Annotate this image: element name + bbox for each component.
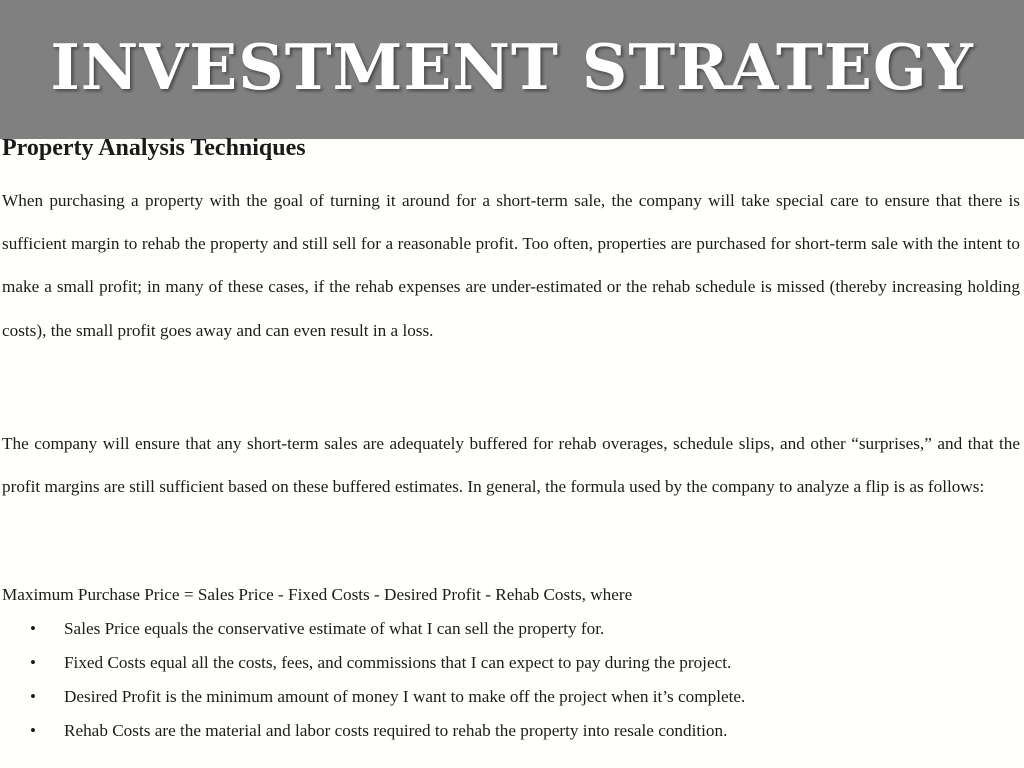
formula-line: Maximum Purchase Price = Sales Price - Fixed Costs - Desired Profit - Rehab Costs, where bbox=[2, 585, 633, 604]
paragraph-1: When purchasing a property with the goal of turning it around for a short-term sale, the company will take special care to ensure that there is sufficient margin to rehab the property and still sell for a reasonable profit. Too often, properties are purchased for short-term sale with the intent to make a small profit; in many of these cases, if the rehab expenses are under-estimated or the rehab schedule is missed (thereby increasing holding costs), the small profit goes away and can even result in a loss. bbox=[2, 191, 1020, 340]
list-item bbox=[2, 617, 745, 651]
list-item bbox=[2, 651, 745, 685]
bullet-list bbox=[2, 617, 745, 753]
bullet-text: Rehab Costs are the material and labor costs required to rehab the property into resale condition. bbox=[64, 721, 728, 740]
bullet-icon: • bbox=[30, 687, 36, 706]
slide-title: INVESTMENT STRATEGY bbox=[50, 29, 974, 104]
title-bar bbox=[0, 0, 1024, 139]
document-heading: Property Analysis Techniques bbox=[2, 135, 306, 161]
bullet-text: Sales Price equals the conservative estimate of what I can sell the property for. bbox=[64, 619, 605, 638]
paragraph-2: The company will ensure that any short-term sales are adequately buffered for rehab overages, schedule slips, and other “surprises,” and that the profit margins are still sufficient based on these buffered estimates. In general, the formula used by the company to analyze a flip is as follows: bbox=[2, 434, 1020, 497]
bullet-icon: • bbox=[30, 721, 36, 740]
bullet-icon: • bbox=[30, 653, 36, 672]
bullet-icon: • bbox=[30, 619, 36, 638]
list-item bbox=[2, 719, 745, 753]
bullet-text: Fixed Costs equal all the costs, fees, and commissions that I can expect to pay during the project. bbox=[64, 653, 732, 672]
list-item bbox=[2, 685, 745, 719]
bullet-text: Desired Profit is the minimum amount of money I want to make off the project when it’s complete. bbox=[64, 687, 746, 706]
